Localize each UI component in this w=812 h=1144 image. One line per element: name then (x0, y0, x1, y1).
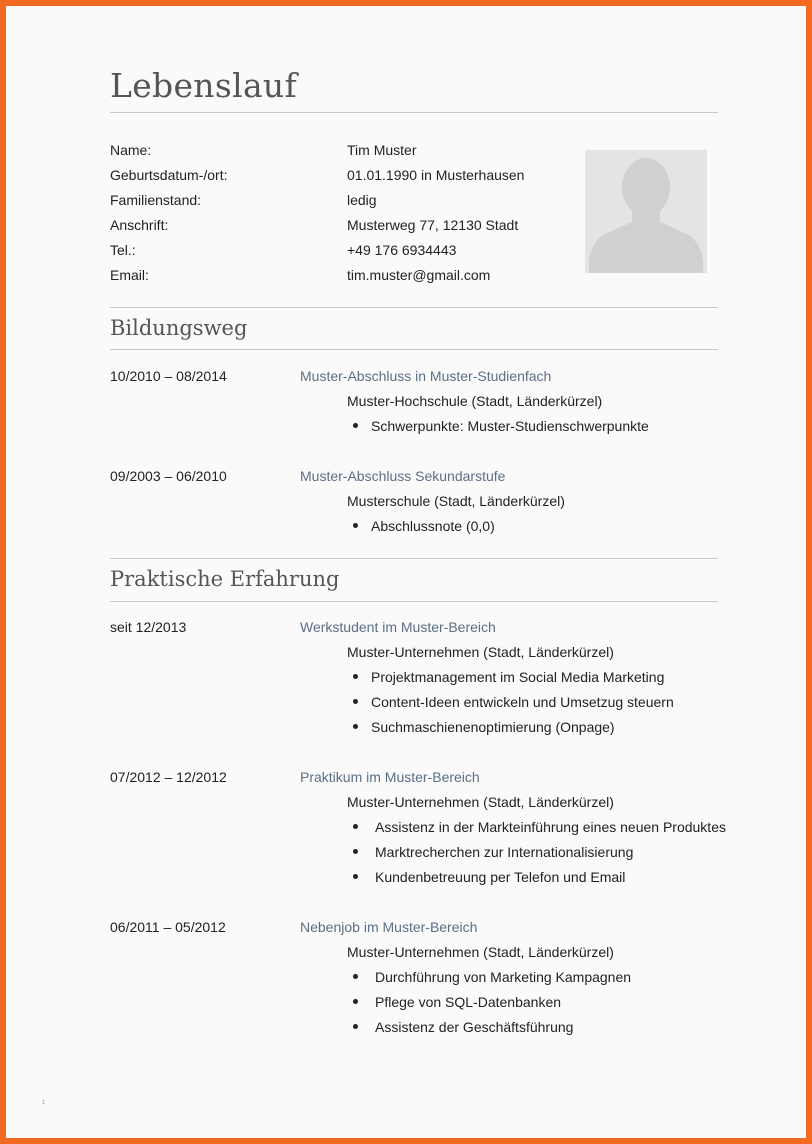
entry-role: Muster-Abschluss in Muster-Studienfach (300, 368, 552, 384)
title-divider (110, 112, 718, 113)
bullet-dot (353, 849, 358, 854)
cv-page (6, 6, 806, 1138)
label-email: Email: (110, 267, 149, 283)
entry-role: Nebenjob im Muster-Bereich (300, 919, 478, 935)
value-email: tim.muster@gmail.com (347, 267, 491, 283)
entry-date: 07/2012 – 12/2012 (110, 769, 227, 785)
bullet-dot (353, 699, 358, 704)
education-divider (110, 349, 718, 350)
value-marital: ledig (347, 192, 377, 208)
bullet-text: Content-Ideen entwickeln und Umsetzug steuern (371, 694, 674, 710)
entry-organization: Muster-Hochschule (Stadt, Länderkürzel) (347, 393, 603, 409)
bullet-text: Marktrecherchen zur Internationalisierung (375, 844, 634, 860)
bullet-text: Abschlussnote (0,0) (371, 518, 495, 534)
entry-date: seit 12/2013 (110, 619, 187, 635)
section-heading-experience: Praktische Erfahrung (110, 567, 340, 591)
entry-organization: Muster-Unternehmen (Stadt, Länderkürzel) (347, 794, 614, 810)
entry-date: 10/2010 – 08/2014 (110, 368, 227, 384)
label-name: Name: (110, 142, 152, 158)
bullet-dot (353, 974, 358, 979)
bullet-dot (353, 724, 358, 729)
experience-divider (110, 601, 718, 602)
label-phone: Tel.: (110, 242, 136, 258)
bullet-text: Projektmanagement im Social Media Marketing (371, 669, 665, 685)
personal-divider (110, 307, 718, 308)
entry-role: Werkstudent im Muster-Bereich (300, 619, 496, 635)
label-birth: Geburtsdatum-/ort: (110, 167, 228, 183)
entry-organization: Musterschule (Stadt, Länderkürzel) (347, 493, 565, 509)
bullet-text: Assistenz der Geschäftsführung (375, 1019, 574, 1035)
entry-role: Muster-Abschluss Sekundarstufe (300, 468, 506, 484)
bullet-dot (353, 674, 358, 679)
bullet-text: Schwerpunkte: Muster-Studienschwerpunkte (371, 418, 649, 434)
page-mark: 1 (42, 1100, 46, 1106)
entry-date: 09/2003 – 06/2010 (110, 468, 227, 484)
label-marital: Familienstand: (110, 192, 202, 208)
bullet-text: Durchführung von Marketing Kampagnen (375, 969, 632, 985)
person-silhouette-icon (585, 150, 707, 273)
value-name: Tim Muster (347, 142, 417, 158)
bullet-dot (353, 1024, 358, 1029)
value-phone: +49 176 6934443 (347, 242, 457, 258)
page-title: Lebenslauf (110, 66, 297, 105)
entry-organization: Muster-Unternehmen (Stadt, Länderkürzel) (347, 644, 614, 660)
bullet-dot (353, 824, 358, 829)
entry-role: Praktikum im Muster-Bereich (300, 769, 480, 785)
section-heading-education: Bildungsweg (110, 316, 248, 340)
entry-date: 06/2011 – 05/2012 (110, 919, 226, 935)
value-address: Musterweg 77, 12130 Stadt (347, 217, 519, 233)
bullet-text: Suchmaschienenoptimierung (Onpage) (371, 719, 615, 735)
value-birth: 01.01.1990 in Musterhausen (347, 167, 525, 183)
bullet-dot (353, 523, 358, 528)
bullet-dot (353, 999, 358, 1004)
bullet-text: Kundenbetreuung per Telefon und Email (375, 869, 626, 885)
education-end-divider (110, 558, 718, 559)
bullet-dot (353, 423, 358, 428)
bullet-text: Pflege von SQL-Datenbanken (375, 994, 562, 1010)
entry-organization: Muster-Unternehmen (Stadt, Länderkürzel) (347, 944, 614, 960)
bullet-dot (353, 874, 358, 879)
bullet-text: Assistenz in der Markteinführung eines neuen Produktes (375, 819, 726, 835)
profile-photo (585, 150, 707, 273)
label-address: Anschrift: (110, 217, 169, 233)
